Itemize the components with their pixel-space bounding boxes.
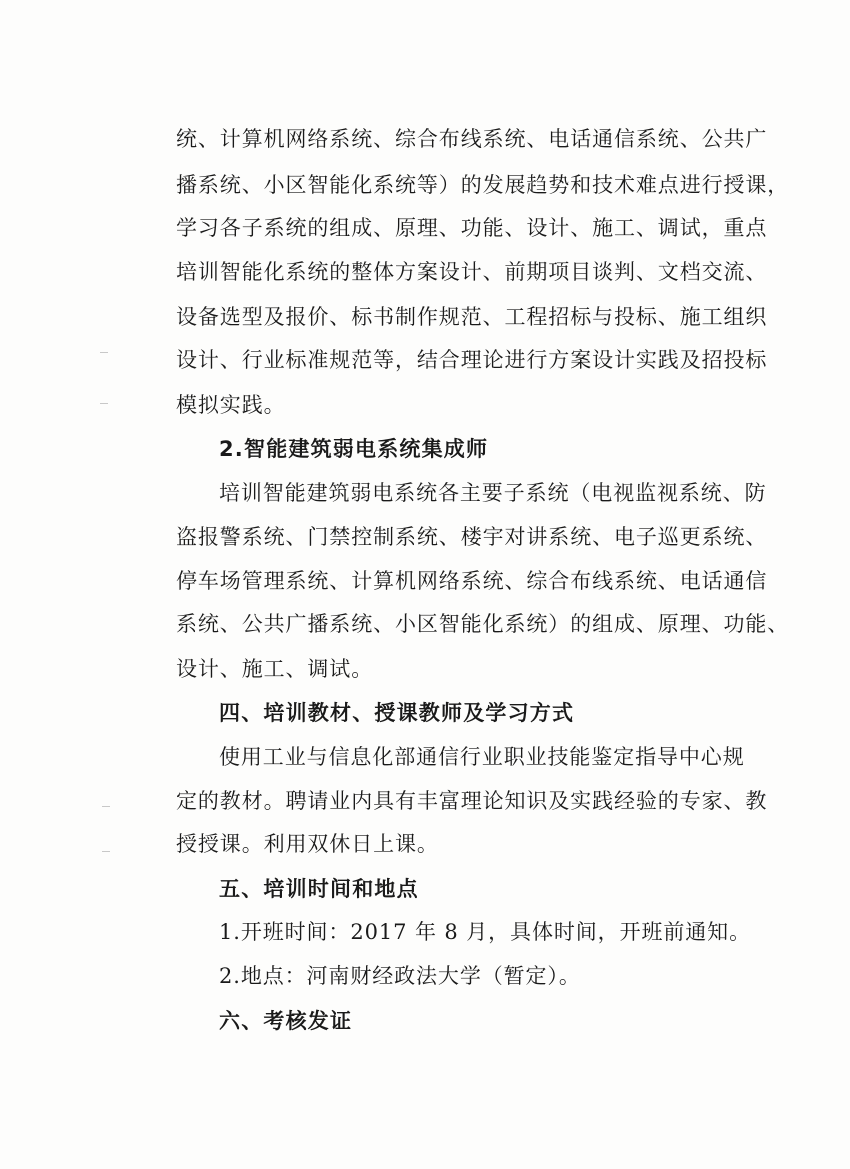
body-text-line: 定的教材。聘请业内具有丰富理论知识及实践经验的专家、教 [176, 789, 768, 813]
section-heading: 五、培训时间和地点 [219, 877, 419, 901]
body-text-line: 模拟实践。 [176, 393, 286, 417]
scan-mark [102, 806, 110, 807]
subsection-heading: 2.智能建筑弱电系统集成师 [219, 437, 489, 461]
body-text-line: 停车场管理系统、计算机网络系统、综合布线系统、电话通信 [176, 569, 768, 593]
body-text-line: 播系统、小区智能化系统等）的发展趋势和技术难点进行授课， [176, 173, 790, 197]
body-text-line: 学习各子系统的组成、原理、功能、设计、施工、调试，重点 [176, 216, 768, 240]
scan-mark [102, 851, 110, 852]
body-text-line: 系统、公共广播系统、小区智能化系统）的组成、原理、功能、 [176, 612, 790, 636]
body-text-line: 培训智能建筑弱电系统各主要子系统（电视监视系统、防 [219, 481, 767, 505]
list-item: 2.地点：河南财经政法大学（暂定）。 [219, 964, 581, 988]
section-heading: 六、考核发证 [219, 1009, 353, 1033]
body-text-line: 使用工业与信息化部通信行业职业技能鉴定指导中心规 [219, 745, 745, 769]
body-text-line: 统、计算机网络系统、综合布线系统、电话通信系统、公共广 [176, 127, 768, 151]
body-text-line: 培训智能化系统的整体方案设计、前期项目谈判、文档交流、 [176, 260, 768, 284]
body-text-line: 设备选型及报价、标书制作规范、工程招标与投标、施工组织 [176, 305, 768, 329]
scan-mark [100, 403, 108, 404]
scan-mark [100, 352, 108, 353]
list-item: 1.开班时间：2017 年 8 月，具体时间，开班前通知。 [219, 920, 751, 944]
body-text-line: 设计、施工、调试。 [176, 657, 374, 681]
body-text-line: 授授课。利用双休日上课。 [176, 832, 439, 856]
body-text-line: 设计、行业标准规范等，结合理论进行方案设计实践及招投标 [176, 348, 768, 372]
section-heading: 四、培训教材、授课教师及学习方式 [219, 701, 575, 725]
body-text-line: 盗报警系统、门禁控制系统、楼宇对讲系统、电子巡更系统、 [176, 525, 768, 549]
